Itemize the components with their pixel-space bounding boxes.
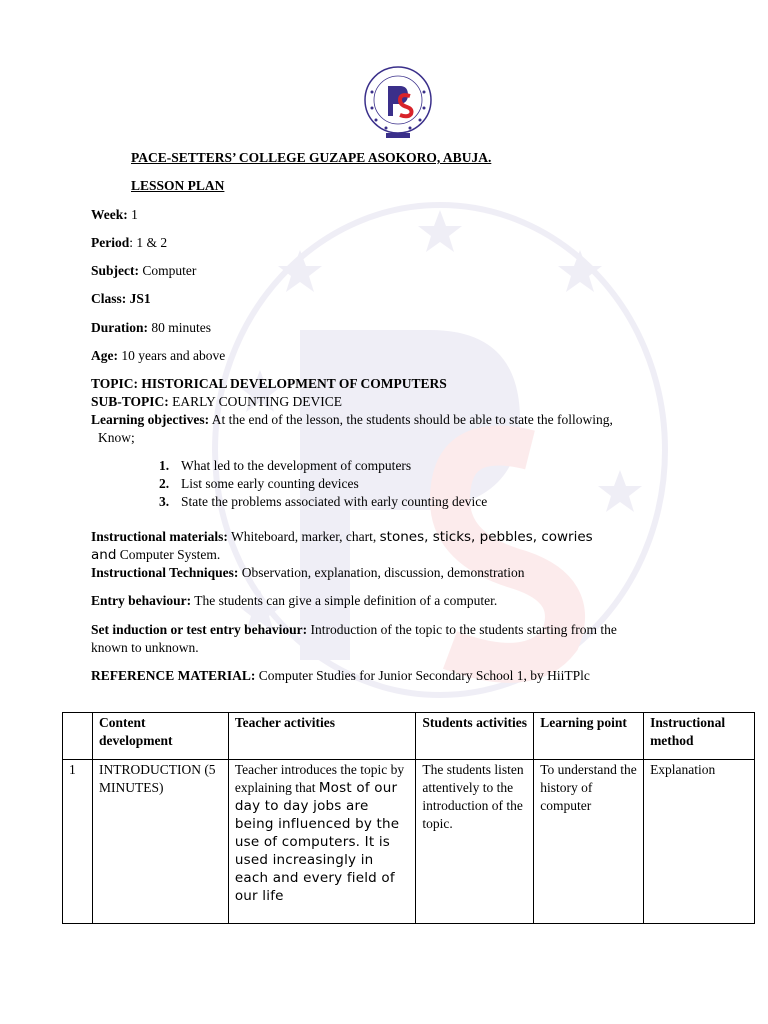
period-value: : 1 & 2 (129, 235, 168, 250)
set-induction-line2: known to unknown. (91, 640, 199, 655)
period-field (91, 235, 167, 251)
objective-number: 3. (159, 494, 170, 509)
reference-material (91, 668, 590, 684)
teacher-activities-serif: Teacher introduces the topic by explaining that (234, 762, 405, 795)
college-logo (360, 62, 436, 142)
duration-label: Duration: (91, 320, 148, 335)
header-students-activities: Students activities (416, 713, 534, 760)
content-development-cell: INTRODUCTION (5 MINUTES) (92, 760, 228, 924)
header-content-development: Content development (92, 713, 228, 760)
set-label: Set induction or test entry behaviour: (91, 622, 308, 637)
entry-behaviour (91, 593, 497, 609)
header-number (63, 713, 93, 760)
table-row (63, 760, 755, 924)
subtopic-value: EARLY COUNTING DEVICE (168, 394, 343, 409)
period-label: Period (91, 235, 130, 250)
document-title: LESSON PLAN (131, 178, 225, 193)
week-label: Week: (91, 207, 128, 222)
objectives-intro-line2: Know; (98, 430, 135, 445)
entry-label: Entry behaviour: (91, 593, 192, 608)
objective-item-1 (159, 457, 411, 474)
age-value: 10 years and above (118, 348, 226, 363)
week-field (91, 207, 138, 223)
header-instructional-method: Instructional method (644, 713, 755, 760)
objective-number: 1. (159, 458, 170, 473)
teacher-activities-sans: Most of our day to day jobs are being influenced by the use of computers. It is used increasingly in each and every field of our life (234, 780, 400, 904)
objectives-intro-text: At the end of the lesson, the students should be able to state the following, (209, 412, 613, 427)
week-value: 1 (127, 207, 138, 222)
entry-value: The students can give a simple definition of a computer. (191, 593, 498, 608)
subtopic-field (91, 394, 342, 410)
teacher-activities-cell (228, 760, 416, 924)
instructional-method-cell: Explanation (644, 760, 755, 924)
set-induction (91, 622, 617, 638)
materials-text-2: Computer System. (116, 547, 221, 562)
duration-field (91, 320, 211, 336)
lesson-table (62, 712, 755, 924)
set-value: Introduction of the topic to the students starting from the (307, 622, 617, 637)
class-field (91, 291, 151, 307)
school-name: PACE-SETTERS’ COLLEGE GUZAPE ASOKORO, ABUJA. (131, 150, 492, 165)
subject-value: Computer (139, 263, 197, 278)
subtopic-label: SUB-TOPIC: (91, 394, 169, 409)
objective-item-3 (159, 493, 487, 510)
header-learning-point: Learning point (534, 713, 644, 760)
age-label: Age: (91, 348, 118, 363)
materials-line1 (91, 529, 593, 545)
reference-value: Computer Studies for Junior Secondary School 1, by HiiTPlc (255, 668, 590, 683)
materials-and: and (91, 547, 117, 563)
age-field (91, 348, 225, 364)
materials-label: Instructional materials: (91, 529, 228, 544)
techniques-field (91, 565, 525, 581)
materials-line2 (91, 547, 220, 563)
techniques-value: Observation, explanation, discussion, demonstration (238, 565, 525, 580)
objective-number: 2. (159, 476, 170, 491)
table-header-row (63, 713, 755, 760)
duration-value: 80 minutes (148, 320, 211, 335)
objectives-intro (91, 412, 613, 428)
class-label: Class: (91, 291, 127, 306)
reference-label: REFERENCE MATERIAL: (91, 668, 256, 683)
objective-text: What led to the development of computers (181, 458, 412, 473)
class-value: JS1 (126, 291, 151, 306)
learning-point-cell: To understand the history of computer (534, 760, 644, 924)
topic-heading: TOPIC: HISTORICAL DEVELOPMENT OF COMPUTERS (91, 376, 447, 391)
subject-label: Subject: (91, 263, 139, 278)
row-number: 1 (63, 760, 93, 924)
materials-text-sans: stones, sticks, pebbles, cowries (379, 529, 593, 545)
techniques-label: Instructional Techniques: (91, 565, 239, 580)
materials-text: Whiteboard, marker, chart, (227, 529, 380, 544)
objectives-label: Learning objectives: (91, 412, 210, 427)
objective-item-2 (159, 475, 359, 492)
subject-field (91, 263, 196, 279)
header-teacher-activities: Teacher activities (228, 713, 416, 760)
objective-text: List some early counting devices (181, 476, 359, 491)
objective-text: State the problems associated with early counting device (181, 494, 488, 509)
students-activities-cell: The students listen attentively to the introduction of the topic. (416, 760, 534, 924)
